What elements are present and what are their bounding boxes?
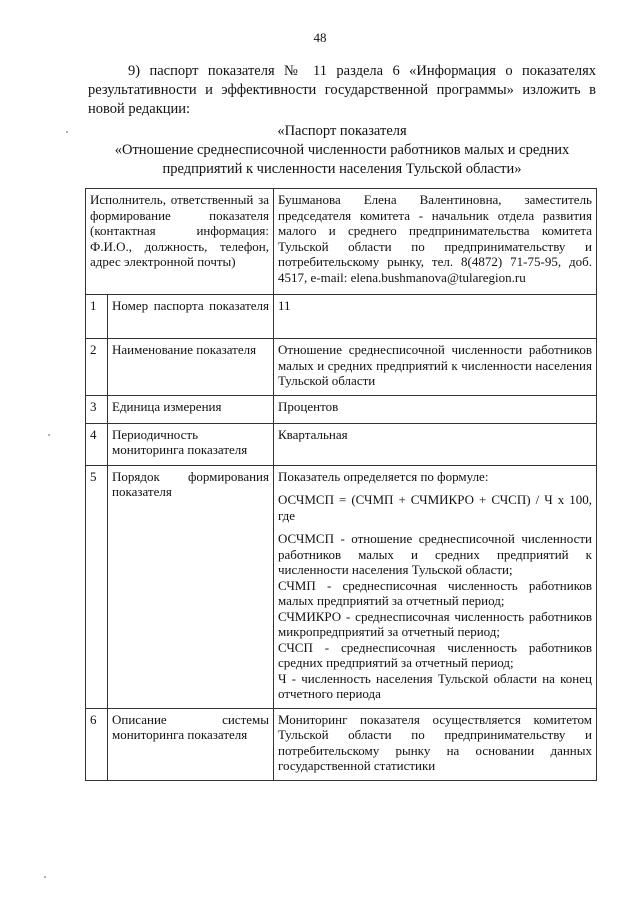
- table-row: [86, 339, 597, 396]
- row-value: Квартальная: [274, 423, 597, 465]
- executor-value: Бушманова Елена Валентиновна, заместитель председателя комитета - начальник отдела развития малого и среднего предпринимательства комитета Тульской области по предпринимательству и потребительскому рынку, тел. 8(4872) 71-75-95, доб. 4517, e-mail: elena.bushmanova@tularegion.ru: [274, 189, 597, 295]
- row-number: 1: [86, 295, 108, 339]
- table-row-formula: [86, 465, 597, 708]
- row-label: Номер паспорта показателя: [108, 295, 274, 339]
- row-value: Мониторинг показателя осуществляется комитетом Тульской области по предпринимательству и потребительскому рынку на основании данных государственной статистики: [274, 708, 597, 780]
- row-value: Процентов: [274, 395, 597, 423]
- row-label: Порядок формирования показателя: [108, 465, 274, 708]
- row-label: Описание системы мониторинга показателя: [108, 708, 274, 780]
- table-row-executor: [86, 189, 597, 295]
- passport-title: [88, 122, 596, 179]
- row-number: 3: [86, 395, 108, 423]
- formula-intro: Показатель определяется по формуле:: [278, 468, 489, 484]
- table-row: [86, 423, 597, 465]
- row-number: 5: [86, 465, 108, 708]
- row-label: Наименование показателя: [108, 339, 274, 396]
- table-row-monitoring: [86, 708, 597, 780]
- scan-speck: [44, 876, 46, 878]
- scan-speck: [66, 131, 68, 133]
- intro-text: 9) паспорт показателя № 11 раздела 6 «Информация о показателях результативности и эффективности государственной программы» изложить в новой редакции:: [88, 63, 596, 117]
- row-number: 6: [86, 708, 108, 780]
- title-line-2: «Отношение среднесписочной численности работников малых и средних предприятий к численности населения Тульской области»: [114, 142, 570, 177]
- row-label: Периодичность мониторинга показателя: [108, 423, 274, 465]
- row-value: 11: [274, 295, 597, 339]
- formula-term-schsp: СЧСП - среднесписочная численность работников средних предприятий за отчетный период;: [278, 639, 592, 670]
- row-value: Отношение среднесписочной численности работников малых и средних предприятий к численности населения Тульской области: [274, 339, 597, 396]
- formula-cell: [274, 465, 597, 708]
- row-number: 4: [86, 423, 108, 465]
- formula-term-ch: Ч - численность населения Тульской области на конец отчетного периода: [278, 670, 592, 701]
- row-number: 2: [86, 339, 108, 396]
- formula-term-schmikro: СЧМИКРО - среднесписочная численность работников микропредприятий за отчетный период;: [278, 608, 592, 639]
- row-label: Единица измерения: [108, 395, 274, 423]
- executor-label: Исполнитель, ответственный за формирование показателя (контактная информация: Ф.И.О., должность, телефон, адрес электронной почты): [86, 189, 274, 295]
- passport-table: [85, 188, 597, 781]
- formula-term-schmp: СЧМП - среднесписочная численность работников малых предприятий за отчетный период;: [278, 577, 592, 608]
- table-row: [86, 395, 597, 423]
- table-row: [86, 295, 597, 339]
- intro-paragraph: [88, 62, 596, 119]
- scan-speck: [48, 434, 50, 436]
- formula-term-osmsp: ОСЧМСП - отношение среднесписочной численности работников малых и средних предприятий к численности населения Тульской области;: [278, 531, 592, 577]
- page-number: 48: [313, 30, 327, 45]
- title-line-1: «Паспорт показателя: [277, 123, 407, 139]
- formula: ОСЧМСП = (СЧМП + СЧМИКРО + СЧСП) / Ч x 100, где: [278, 492, 592, 523]
